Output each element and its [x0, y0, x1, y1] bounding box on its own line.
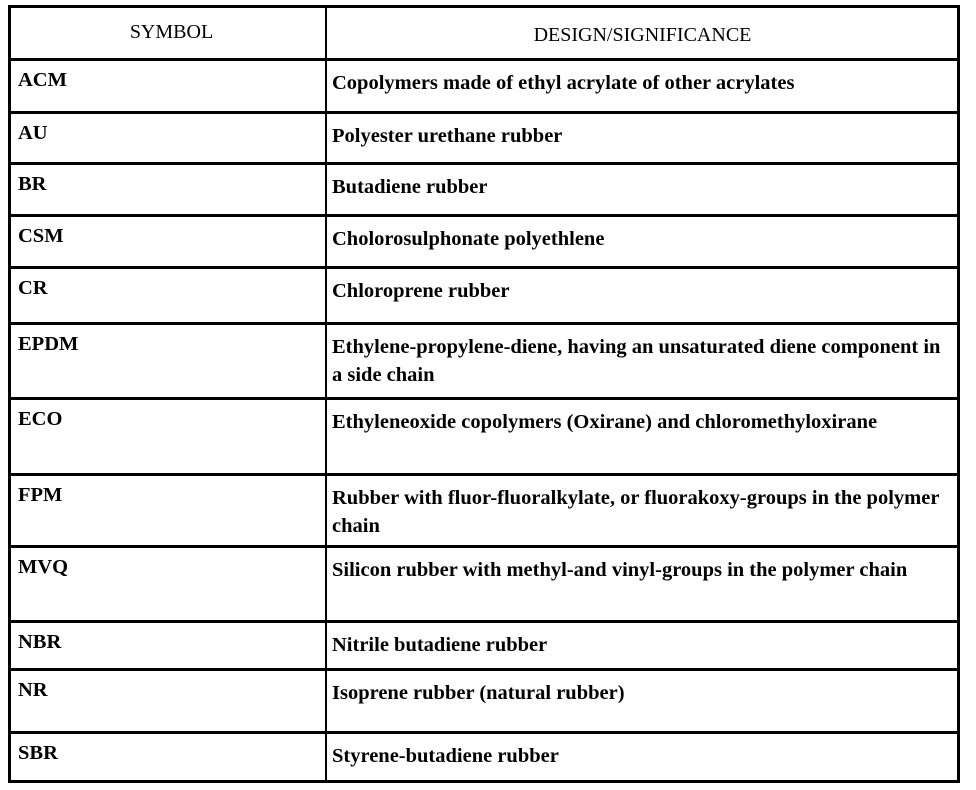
symbol-cell: SBR: [11, 734, 327, 780]
header-symbol: SYMBOL: [11, 8, 327, 58]
table-row: [11, 214, 957, 266]
rubber-symbols-table: [8, 5, 960, 783]
design-cell: Polyester urethane rubber: [332, 125, 563, 147]
table-row: [11, 58, 957, 111]
table-row: [11, 162, 957, 214]
design-cell: Silicon rubber with methyl-and vinyl-groups in the polymer chain: [332, 559, 908, 581]
table-row: [11, 397, 957, 473]
design-cell: Isoprene rubber (natural rubber): [332, 682, 625, 704]
design-cell: Nitrile butadiene rubber: [332, 634, 548, 656]
table-row: [11, 322, 957, 397]
design-cell: Copolymers made of ethyl acrylate of other acrylates: [332, 72, 795, 94]
design-cell: Ethyleneoxide copolymers (Oxirane) and chloromethyloxirane: [332, 411, 878, 433]
design-cell: Rubber with fluor-fluoralkylate, or fluorakoxy-groups in the polymer chain: [332, 487, 940, 537]
design-cell: Ethylene-propylene-diene, having an unsaturated diene component in a side chain: [332, 336, 941, 386]
table-row: [11, 668, 957, 731]
symbol-cell: ECO: [11, 400, 327, 473]
design-cell: Cholorosulphonate polyethlene: [332, 228, 605, 250]
table-row: [11, 473, 957, 545]
symbol-cell: ACM: [11, 61, 327, 111]
symbol-cell: CSM: [11, 217, 327, 266]
symbol-cell: AU: [11, 114, 327, 162]
symbol-cell: NR: [11, 671, 327, 731]
table-row: [11, 620, 957, 668]
symbol-cell: CR: [11, 269, 327, 322]
design-cell: Styrene-butadiene rubber: [332, 745, 559, 767]
table-row: [11, 731, 957, 780]
symbol-cell: BR: [11, 165, 327, 214]
table-header: [11, 8, 957, 58]
table-row: [11, 266, 957, 322]
table-row: [11, 111, 957, 162]
symbol-cell: MVQ: [11, 548, 327, 620]
symbol-cell: EPDM: [11, 325, 327, 397]
design-cell: Chloroprene rubber: [332, 280, 510, 302]
symbol-cell: FPM: [11, 476, 327, 545]
table-row: [11, 545, 957, 620]
header-design: DESIGN/SIGNIFICANCE: [533, 24, 752, 46]
design-cell: Butadiene rubber: [332, 176, 488, 198]
symbol-cell: NBR: [11, 623, 327, 668]
